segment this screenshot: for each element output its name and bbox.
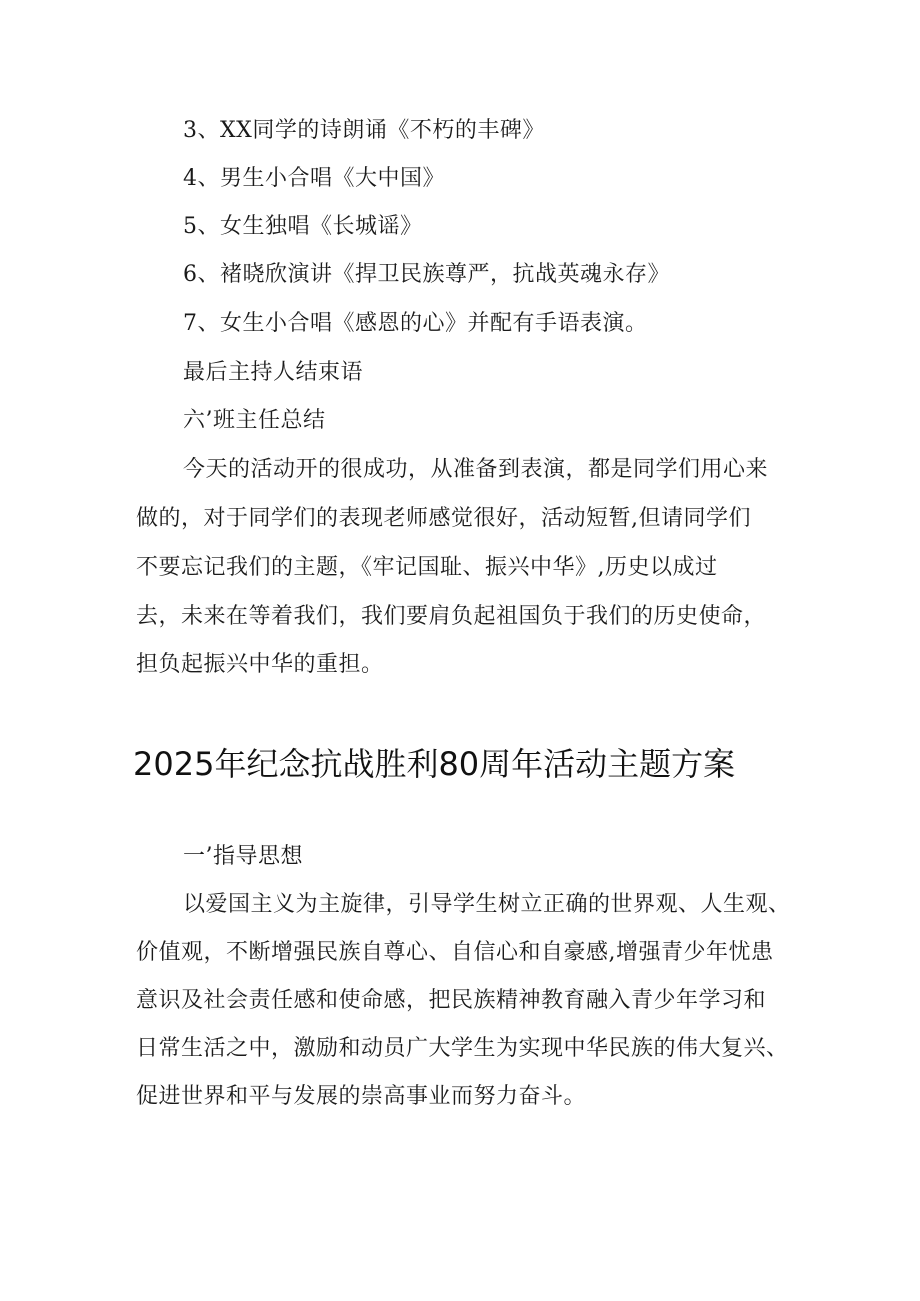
guiding-paragraph-line: 意识及社会责任感和使命感，把民族精神教育融入青少年学习和: [136, 988, 767, 1013]
summary-paragraph-line: 今天的活动开的很成功，从准备到表演，都是同学们用心来: [183, 457, 769, 482]
summary-paragraph-line: 做的，对于同学们的表现老师感觉很好，活动短暂,但请同学们: [136, 506, 751, 531]
program-item: 7、女生小合唱《感恩的心》并配有手语表演。: [183, 311, 648, 336]
summary-paragraph-line: 担负起振兴中华的重担。: [136, 652, 384, 677]
closing-remark: 最后主持人结束语: [183, 360, 364, 385]
guiding-paragraph-line: 日常生活之中，激励和动员广大学生为实现中华民族的伟大复兴、: [136, 1036, 789, 1061]
program-item: 5、女生独唱《长城谣》: [183, 214, 423, 239]
summary-paragraph-line: 不要忘记我们的主题，《牢记国耻、振兴中华》,历史以成过: [136, 555, 718, 580]
summary-paragraph-line: 去，未来在等着我们，我们要肩负起祖国负于我们的历史使命，: [136, 604, 767, 629]
section-six-heading: 六’班主任总结: [183, 408, 326, 433]
program-item: 3、XX同学的诗朗诵《不朽的丰碑》: [183, 118, 545, 143]
guiding-paragraph-line: 以爱国主义为主旋律，引导学生树立正确的世界观、人生观、: [183, 892, 791, 917]
guiding-paragraph-line: 价值观，不断增强民族自尊心、自信心和自豪感,增强青少年忧患: [136, 940, 774, 965]
guiding-paragraph-line: 促进世界和平与发展的崇高事业而努力奋斗。: [136, 1084, 587, 1109]
program-item: 4、男生小合唱《大中国》: [183, 166, 445, 191]
program-item: 6、褚晓欣演讲《捍卫民族尊严，抗战英魂永存》: [183, 262, 670, 287]
document-title: 2025年纪念抗战胜利80周年活动主题方案: [133, 745, 736, 783]
section-one-heading: 一’指导思想: [183, 844, 303, 869]
